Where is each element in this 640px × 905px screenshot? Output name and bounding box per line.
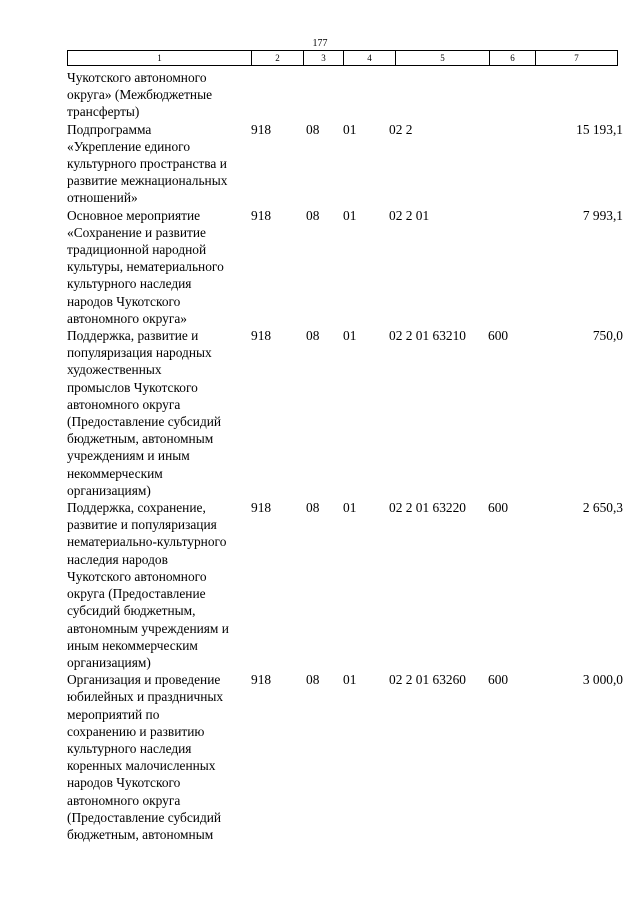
column-number-5: 5 [396,51,490,66]
column-number-4: 4 [344,51,396,66]
row-csr: 02 2 01 63220 [389,500,466,516]
row-name: Чукотского автономного округа» (Межбюджетные трансферты) [67,70,213,120]
row-sum: 750,0 [592,328,623,344]
row-sum: 15 193,1 [576,121,623,137]
column-number-6: 6 [490,51,536,66]
table-row [67,207,623,327]
row-csr: 02 2 01 63260 [389,672,466,688]
column-number-7: 7 [536,51,618,66]
row-name: Основное мероприятие «Сохранение и развитие традиционной народной культуры, нематериального культурного наследия народов Чукотского автономного округа» [67,207,224,326]
row-sum: 7 993,1 [582,207,623,223]
row-razdel: 08 [306,121,320,137]
row-razdel: 08 [306,207,320,223]
table-row [67,69,623,121]
row-razdel: 08 [306,328,320,344]
row-podrazdel: 01 [343,672,357,688]
row-podrazdel: 01 [343,207,357,223]
table-row [67,671,623,843]
row-razdel: 08 [306,672,320,688]
row-csr: 02 2 01 [389,207,430,223]
row-vr: 600 [488,328,509,344]
column-header-row [67,50,618,66]
row-podrazdel: 01 [343,328,357,344]
row-grbs: 918 [251,207,272,223]
row-name: Поддержка, развитие и популяризация народных художественных промыслов Чукотского автономного округа (Предоставление субсидий бюджетным, автономным учреждениям и иным некоммерческим организациям) [67,328,222,498]
row-grbs: 918 [251,500,272,516]
row-sum: 3 000,0 [582,672,623,688]
row-csr: 02 2 01 63210 [389,328,466,344]
row-name: Поддержка, сохранение, развитие и популяризация нематериально-культурного наследия народов Чукотского автономного округа (Предоставление субсидий бюджетным, автономным учреждениям и иным некоммерческим организациям) [67,500,229,670]
column-number-2: 2 [252,51,304,66]
table-row [67,327,623,499]
row-podrazdel: 01 [343,121,357,137]
row-grbs: 918 [251,328,272,344]
row-sum: 2 650,3 [582,500,623,516]
row-csr: 02 2 [389,121,413,137]
row-name: Подпрограмма «Укрепление единого культурного пространства и развитие межнациональных отношений» [67,121,228,206]
column-number-3: 3 [304,51,344,66]
row-razdel: 08 [306,500,320,516]
column-number-1: 1 [68,51,252,66]
table-row [67,499,623,671]
table-row [67,121,623,207]
row-name: Организация и проведение юбилейных и праздничных мероприятий по сохранению и развитию культурного наследия коренных малочисленных народов Чукотского автономного округа (Предоставление субсидий бюджетным, автономным [67,672,224,842]
budget-table-body [67,69,623,843]
row-podrazdel: 01 [343,500,357,516]
row-grbs: 918 [251,121,272,137]
page-number: 177 [312,38,328,49]
row-vr: 600 [488,672,509,688]
row-vr: 600 [488,500,509,516]
row-grbs: 918 [251,672,272,688]
